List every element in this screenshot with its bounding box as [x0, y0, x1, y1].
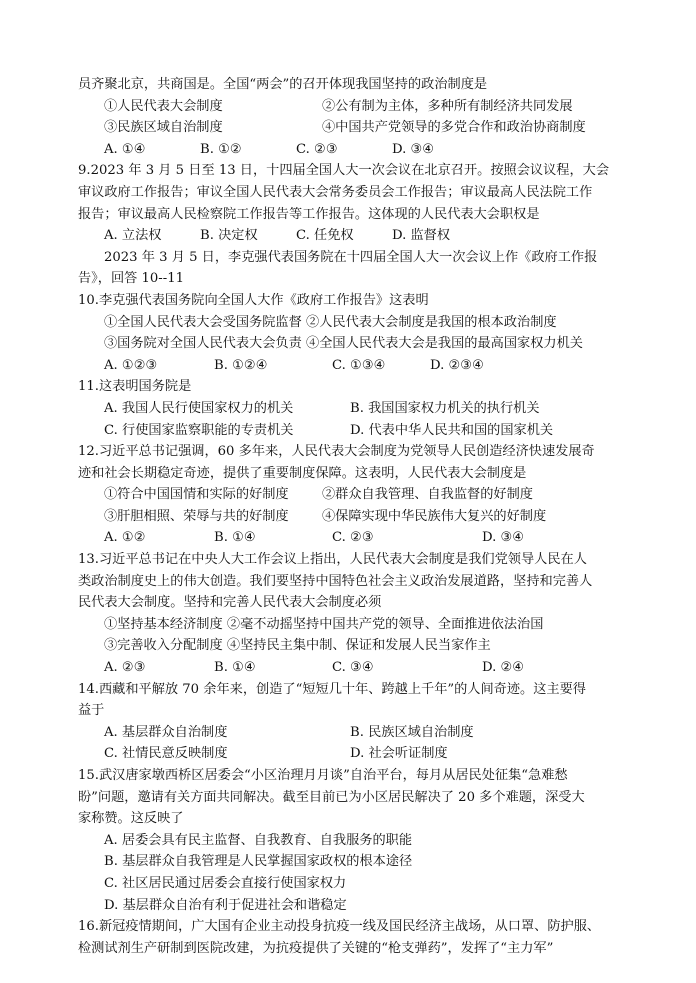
question-12-stem-line: 迹和社会长期稳定奇迹，提供了重要制度保障。这表明，人民代表大会制度是: [78, 465, 527, 481]
question-12-stem-line: 12.习近平总书记强调，60 多年来，人民代表大会制度为党领导人民创造经济快速发展奇: [78, 444, 595, 460]
statement: ①人民代表大会制度: [104, 98, 223, 114]
option-a: A. 立法权: [104, 228, 162, 244]
question-11-options-row-2: [78, 420, 630, 442]
material-intro-line: 2023 年 3 月 5 日，李克强代表国务院在十四届全国人大一次会议上作《政府工作报: [104, 249, 598, 265]
option-c: C. ②③: [296, 141, 338, 157]
option-a: A. ①④: [104, 141, 146, 157]
question-8-stem: 员齐聚北京，共商国是。全国“两会”的召开体现我国坚持的政治制度是: [78, 77, 488, 92]
question-15-stem-line: 15.武汉唐家墩西桥区居委会“小区治理月月谈”自治平台，每月从居民处征集“急难愁: [78, 768, 568, 783]
question-8-options: [78, 139, 630, 161]
option-d: D. ②③④: [430, 357, 484, 373]
question-9-options: [78, 225, 630, 247]
question-10-stem: 10.李克强代表国务院向全国人大作《政府工作报告》这表明: [78, 292, 429, 308]
statement: ③肝胆相照、荣辱与共的好制度: [104, 508, 289, 524]
question-10-statements-row-2: ③国务院对全国人民代表大会负责 ④全国人民代表大会是我国的最高国家权力机关: [104, 336, 583, 352]
option-b: B. ①②④: [214, 357, 268, 373]
option-c: C. ①③④: [332, 357, 386, 373]
question-14-stem-line: 14.西藏和平解放 70 余年来，创造了“短短几十年、跨越上千年”的人间奇迹。这主要得: [78, 681, 586, 697]
option-c: C. 行使国家监察职能的专责机关: [104, 422, 294, 438]
option-b: B. 民族区域自治制度: [350, 724, 474, 740]
option-d: D. 基层群众自治有利于促进社会和谐稳定: [104, 897, 347, 913]
question-11-options-row-1: [78, 398, 630, 420]
question-16-stem-line: 16.新冠疫情期间，广大国有企业主动投身抗疫一线及国民经济主战场，从口罩、防护服、: [78, 919, 601, 935]
option-d: D. ③④: [392, 141, 435, 157]
option-d: D. 社会听证制度: [350, 746, 448, 762]
question-9-stem-line: 9.2023 年 3 月 5 日至 13 日，十四届全国人大一次会议在北京召开。按照会议议程，大会: [78, 163, 610, 179]
option-b: B. 基层群众自我管理是人民掌握国家政权的根本途径: [104, 854, 413, 870]
question-13-stem-line: 13.习近平总书记在中央人大工作会议上指出，人民代表大会制度是我们党领导人民在人: [78, 552, 587, 568]
material-intro-line: 告》，回答 10--11: [78, 271, 185, 287]
statement: ①符合中国国情和实际的好制度: [104, 487, 289, 503]
option-c: C. 任免权: [296, 228, 354, 244]
option-a: A. 我国人民行使国家权力的机关: [104, 400, 294, 416]
question-9-stem-line: 报告；审议最高人民检察院工作报告等工作报告。这体现的人民代表大会职权是: [78, 206, 540, 222]
option-c: C. ②③: [332, 530, 374, 546]
option-c: C. ③④: [332, 660, 374, 676]
option-d: D. ②④: [482, 660, 525, 676]
option-d: D. 监督权: [392, 228, 451, 244]
question-13-statements-row-2: ③完善收入分配制度 ④坚持民主集中制、保证和发展人民当家作主: [104, 638, 491, 654]
statement: ③民族区域自治制度: [104, 120, 223, 136]
option-d: D. 代表中华人民共和国的国家机关: [350, 422, 554, 438]
option-a: A. ①②③: [104, 357, 158, 373]
option-b: B. ①②: [200, 141, 242, 157]
question-11-stem: 11.这表明国务院是: [78, 379, 192, 395]
option-b: B. 决定权: [200, 228, 258, 244]
question-12-statements-row-2: [78, 506, 630, 528]
question-15-stem-line: 盼”问题，邀请有关方面共同解决。截至目前已为小区居民解决了 20 多个难题，深受大: [78, 789, 585, 805]
question-8-statements-row-1: [78, 96, 630, 118]
option-a: A. ①②: [104, 530, 146, 546]
question-8-statements-row-2: [78, 117, 630, 139]
statement: ④保障实现中华民族伟大复兴的好制度: [322, 508, 547, 524]
statement: ②群众自我管理、自我监督的好制度: [322, 487, 533, 503]
option-b: B. ①④: [214, 660, 256, 676]
question-10-options: [78, 355, 630, 377]
question-14-stem-line: 益于: [78, 703, 105, 719]
question-15-stem-line: 家称赞。这反映了: [78, 811, 184, 827]
option-c: C. 社情民意反映制度: [104, 746, 228, 762]
option-a: A. ②③: [104, 660, 146, 676]
option-a: A. 居委会具有民主监督、自我教育、自我服务的职能: [104, 832, 413, 848]
question-13-stem-line: 类政治制度史上的伟大创造。我们要坚持中国特色社会主义政治发展道路，坚持和完善人: [78, 573, 593, 589]
option-b: B. 我国国家权力机关的执行机关: [350, 400, 540, 416]
option-a: A. 基层群众自治制度: [104, 724, 228, 740]
question-12-options: [78, 527, 630, 549]
option-b: B. ①④: [214, 530, 256, 546]
question-14-options-row-1: [78, 722, 630, 744]
question-13-statements-row-1: ①坚持基本经济制度 ②毫不动摇坚持中国共产党的领导、全面推进依法治国: [104, 616, 544, 632]
question-13-options: [78, 657, 630, 679]
option-d: D. ③④: [482, 530, 525, 546]
question-16-stem-line: 检测试剂生产研制到医院改建，为抗疫提供了关键的“枪支弹药”，发挥了“主力军”: [78, 940, 554, 956]
question-9-stem-line: 审议政府工作报告；审议全国人民代表大会常务委员会工作报告；审议最高人民法院工作: [78, 184, 593, 200]
question-14-options-row-2: [78, 743, 630, 765]
question-13-stem-line: 民代表大会制度。坚持和完善人民代表大会制度必须: [78, 595, 382, 611]
statement: ④中国共产党领导的多党合作和政治协商制度: [322, 120, 586, 136]
question-12-statements-row-1: [78, 484, 630, 506]
question-10-statements-row-1: ①全国人民代表大会受国务院监督 ②人民代表大会制度是我国的根本政治制度: [104, 314, 557, 330]
option-c: C. 社区居民通过居委会直接行使国家权力: [104, 875, 347, 891]
statement: ②公有制为主体，多种所有制经济共同发展: [322, 98, 573, 114]
